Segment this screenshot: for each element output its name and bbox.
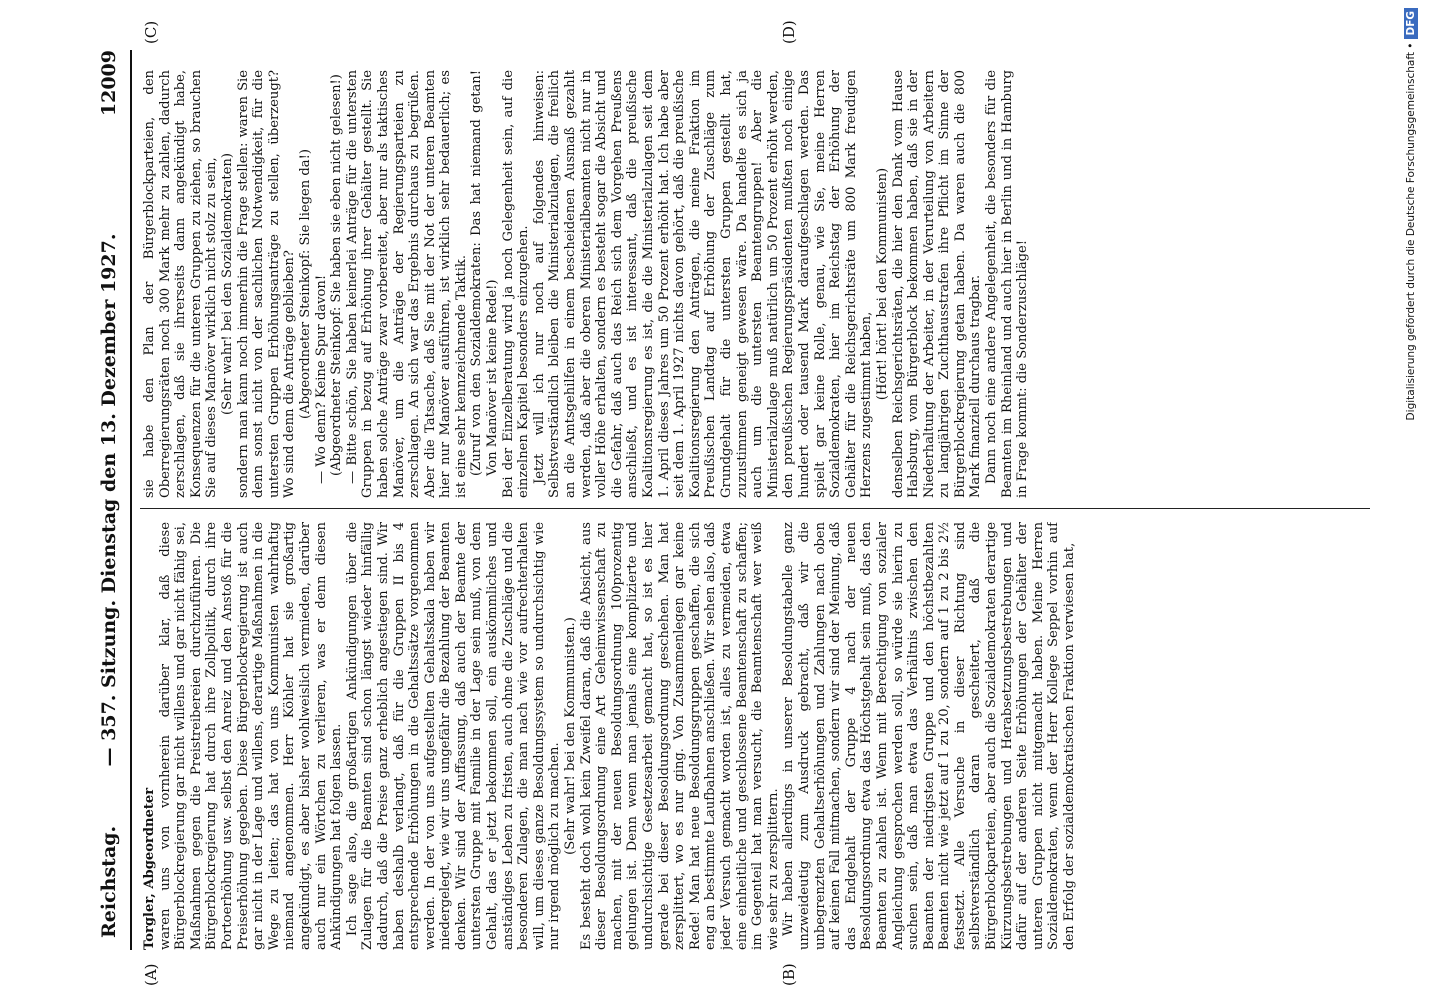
paragraph: (Zuruf von den Sozialdemokraten: Das hat niemand getan! Von Manöver ist keine Rede!) <box>469 70 501 476</box>
right-column <box>142 70 1367 498</box>
left-column <box>142 522 1367 950</box>
paragraph: waren uns von vornherein darüber klar, daß diese Bürgerblockregierung gar nicht willens und gar nicht fähig sei, Maßnahmen gegen die Preistreibereien durchzuführen. Die Bürgerblockregierung hat durch ihre Zollpolitik, durch ihre Portoerhöhung usw. selbst den Anreiz und den Anstoß für die Preiserhöhung gegeben. Diese Bürgerblockregierung ist auch gar nicht in der Lage und willens, derartige Maßnahmen in die Wege zu leiten; das hat von uns Kommunisten wahrhaftig niemand angenommen. Herr Köhler hat sie großartig angekündigt, es aber bisher wohlweislich vermieden, darüber auch nur ein Wörtchen zu verlieren, was er denn diesen Ankündigungen hat folgen lassen. <box>157 522 345 950</box>
paragraph: sondern man kann noch immerhin die Frage stellen: waren Sie denn sonst nicht von der sachlichen Notwendigkeit, für die untersten Gruppen Erhöhungsanträge zu stellen, überzeugt? Wo sind denn die Anträge geblieben? <box>235 70 298 498</box>
paragraph: Ich sage also, die großartigen Ankündigungen über die Zulagen für die Beamten sind schon längst wieder hinfällig dadurch, daß die Preise ganz erheblich angestiegen sind. Wir haben deshalb verlangt, daß für die Gruppen II bis 4 entsprechende Erhöhungen in die Gehaltssätze vorgenommen werden. In der von uns aufgestellten Gehaltsskala haben wir niedergelegt, wie wir uns ungefähr die Bezahlung der Beamten denken. Wir sind der Auffassung, daß auch der Beamte der untersten Gruppe mit Familie in der Lage sein muß, von dem Gehalt, das er jetzt bekommen soll, ein auskömmliches und anständiges Leben zu fristen, auch ohne die Zuschläge und die besonderen Zulagen, die man nach wie vor aufrechterhalten will, um dieses ganze Besoldungssystem so undurchsichtig wie nur irgend möglich zu machen. <box>344 522 563 950</box>
dfg-stamp <box>1394 8 1428 993</box>
paragraph: (Sehr wahr! bei den Kommunisten.) <box>563 617 579 855</box>
dfg-stamp-text: Digitalisierung gefördert durch die Deutsche Forschungsgemeinschaft • <box>1405 42 1417 421</box>
header-left: Reichstag. <box>98 825 120 938</box>
paragraph: Dann noch eine andere Angelegenheit, die besonders für die Beamten im Rheinland und auch hier in Berlin und in Hamburg in Frage kommt: die Sonderzuschläge! <box>984 70 1031 498</box>
paragraph: Jetzt will ich nur noch auf folgendes hinweisen: Selbstverständlich bleiben die Ministerialzulagen, die freilich an die Amtsgehilfen in einem bescheidenen Ausmaß gezahlt werden, daß aber die oberen Ministerialbeamten nicht nur in voller Höhe erhalten, sondern es besteht sogar die Absicht und die Gefahr, daß auch das Reich sich dem Vorgehen Preußens anschließt, und es ist interessant, daß die preußische Koalitionsregierung es ist, die die Ministerialzulagen seit dem 1. April dieses Jahres um 50 Prozent erhöht hat. Ich habe aber seit dem 1. April 1927 nichts davon gehört, daß die preußische Koalitionsregierung den Anträgen, die meine Fraktion im Preußischen Landtag auf Erhöhung der Zuschläge zum Grundgehalt für die untersten Gruppen gestellt hat, zuzustimmen geneigt gewesen wäre. Da handelte es sich ja auch um die untersten Beamtengruppen! Aber die Ministerialzulage muß natürlich um 50 Prozent erhöht werden, den preußischen Regierungspräsidenten mußten noch einige hundert oder tausend Mark daraufgeschlagen werden. Das spielt gar keine Rolle, genau, wie Sie, meine Herren Sozialdemokraten, hier im Reichstag der Erhöhung der Gehälter für die Reichsgerichtsräte um 800 Mark freudigen Herzens zugestimmt haben, <box>531 70 875 498</box>
header-title: — 357. Sitzung. Dienstag den 13. Dezember 1927. <box>98 233 120 767</box>
paragraph: Bei der Einzelberatung wird ja noch Gelegenheit sein, auf die einzelnen Kapitel besonders einzugehen. <box>500 70 532 498</box>
paragraph: Wir haben allerdings in unserer Besoldungstabelle ganz unzweideutig zum Ausdruck gebracht, daß wir die unbegrenzten Gehaltserhöhungen und Zahlungen nach oben auf keinen Fall mitmachen, sondern wir sind der Meinung, daß das Endgehalt der Gruppe 4 nach der neuen Besoldungsordnung etwa das Höchstgehalt sein muß, das den Beamten zu zahlen ist. Wenn mit Berechtigung von sozialer Angleichung gesprochen werden soll, so würde sie hierin zu suchen sein, daß man etwa das Verhältnis zwischen den Beamten der niedrigsten Gruppe und den höchstbezahlten Beamten nicht wie jetzt auf 1 zu 20, sondern auf 1 zu 2 bis 2½ festsetzt. Alle Versuche in dieser Richtung sind selbstverständlich daran gescheitert, daß die Bürgerblockparteien, aber auch die Sozialdemokraten derartige Kürzungsbestrebungen und Herabsetzungsbestrebungen und dafür auf der anderen Seite Erhöhungen der Gehälter der unteren Gruppen nicht mitgemacht haben. Meine Herren Sozialdemokraten, wenn der Herr Kollege Seppel vorhin auf den Erfolg der sozialdemokratischen Fraktion verwiesen hat, <box>781 522 1078 950</box>
paragraph: Es besteht doch wohl kein Zweifel daran, daß die Absicht, aus dieser Besoldungsordnung eine Art Geheimwissenschaft zu machen, mit der neuen Besoldungsordnung 100prozentig gelungen ist. Denn wenn man jemals eine komplizierte und undurchsichtige Gesetzesarbeit gemacht hat, so ist es hier gerade bei dieser Besoldungsordnung geschehen. Man hat zersplittert, wo es nur ging. Von Zusammenlegen gar keine Rede! Man hat neue Besoldungsgruppen geschaffen, die sich eng an bestimmte Laufbahnen anschließen. Wir sehen also, daß jeder Versuch gemacht worden ist, alles zu vermeiden, etwa eine einheitliche und geschlossene Beamtenschaft zu schaffen; im Gegenteil hat man versucht, die Beamtenschaft wer weiß wie sehr zu zersplittern. <box>578 522 781 950</box>
paragraph: (Abgeordneter Steinkopf: Sie liegen da!) <box>297 149 313 419</box>
paragraph: (Sehr wahr! bei den Sozialdemokraten) <box>219 153 235 415</box>
margin-marker-d: (D) <box>780 20 798 44</box>
paragraph: — Wo denn? Keine Spur davon! <box>313 274 329 484</box>
dfg-logo: DFG <box>1404 8 1418 39</box>
paragraph: — Bitte schön, Sie haben keinerlei Anträge für die untersten Gruppen in bezug auf Erhöhung ihrer Gehälter gestellt. Sie haben solche Anträge zwar vorbereitet, aber nur als taktisches Manöver, um die Anträge der Regierungsparteien zu zerschlagen. An sich war das Ergebnis durchaus zu begrüßen. Aber die Tatsache, daß Sie mit der Not der unteren Beamten hier nur Manöver ausführen, ist wirklich sehr bedauerlich; es ist eine sehr kennzeichnende Taktik. <box>344 70 469 498</box>
column-divider <box>140 508 1370 509</box>
paragraph: sie habe den Plan der Bürgerblockparteien, den Oberregierungsräten noch 300 Mark mehr zu zahlen, dadurch zerschlagen, daß sie ihrerseits dann angekündigt habe, Konsequenzen für die unteren Gruppen zu ziehen, so brauchen Sie auf dieses Manöver wirklich nicht stolz zu sein, <box>142 70 220 498</box>
page-header <box>90 50 132 950</box>
margin-marker-a: (A) <box>142 963 160 986</box>
document-page <box>80 20 1380 986</box>
margin-marker-c: (C) <box>142 20 160 44</box>
margin-marker-b: (B) <box>780 963 798 986</box>
paragraph: (Hört! hört! bei den Kommunisten) <box>874 167 890 401</box>
page-number: 12009 <box>98 50 120 117</box>
paragraph: (Abgeordneter Steinkopf: Sie haben sie eben nicht gelesen!) <box>329 74 345 476</box>
paragraph: denselben Reichsgerichtsräten, die hier den Dank vom Hause Habsburg, vom Bürgerblock bekommen haben, daß sie in der Niederhaltung der Arbeiter, in der Verurteilung von Arbeitern zu langjährigen Zuchthausstrafen ihre Pflicht im Sinne der Bürgerblockregierung getan haben. Da waren auch die 800 Mark finanziell durchaus tragbar. <box>890 70 984 498</box>
paragraph: Torgler, Abgeordneter <box>142 787 157 950</box>
